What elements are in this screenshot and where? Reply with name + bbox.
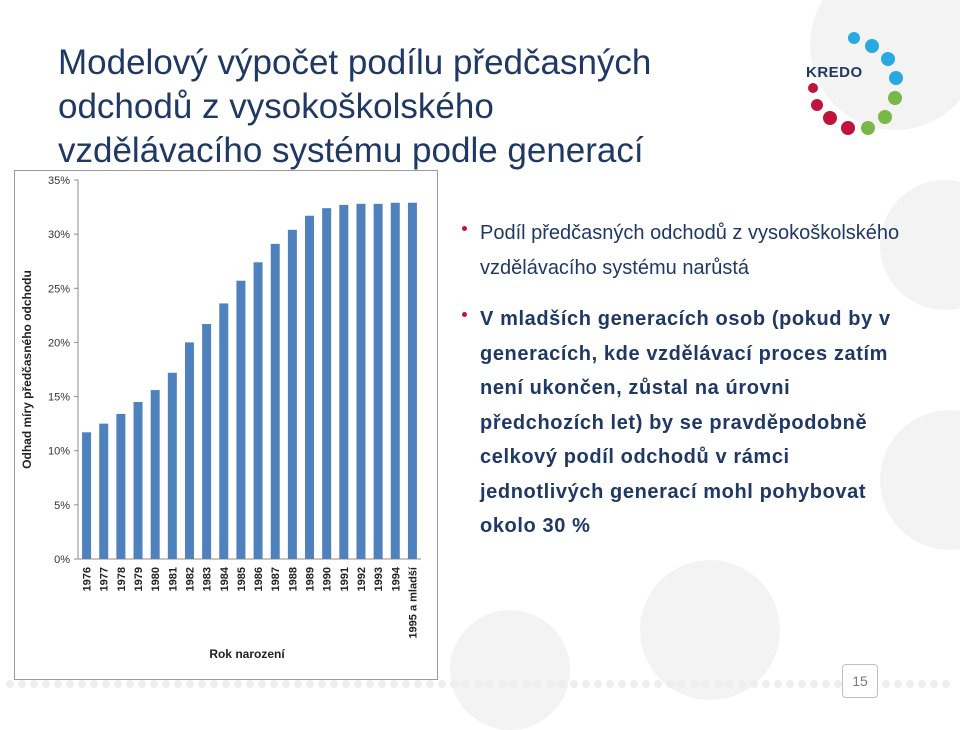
- x-tick-label: 1986: [253, 567, 266, 592]
- x-tick-label: 1981: [167, 567, 180, 592]
- footer-dot: [186, 680, 194, 688]
- y-tick-label: 10%: [47, 445, 70, 458]
- page-title: [58, 41, 818, 173]
- footer-dot: [258, 680, 266, 688]
- footer-dot: [906, 680, 914, 688]
- bar-1981: [168, 373, 177, 559]
- kredo-logo: [790, 28, 920, 138]
- footer-dot: [318, 680, 326, 688]
- title-line: vzdělávacího systému podle generací: [58, 131, 644, 171]
- footer-dot: [150, 680, 158, 688]
- bar-1984: [219, 303, 228, 559]
- footer-dot: [462, 680, 470, 688]
- footer-dot: [738, 680, 746, 688]
- bullet-item: V mladších generacích osob (pokud by v generacích, kde vzdělávací proces zatím není ukončen, zůstal na úrovni předchozích let) by se pravděpodobně celkový podíl odchodů v rámci jednotlivých generací mohl pohybovat okolo 30 %: [462, 302, 912, 544]
- footer-dot: [198, 680, 206, 688]
- decor-circle: [450, 610, 570, 730]
- footer-dot-line: [0, 676, 960, 696]
- title-line: Modelový výpočet podílu předčasných: [58, 43, 652, 83]
- bar-1988: [288, 230, 297, 559]
- bar-chart: [14, 170, 438, 680]
- footer-dot: [882, 680, 890, 688]
- bar-1990: [322, 208, 331, 559]
- logo-dot: [889, 71, 903, 85]
- footer-dot: [378, 680, 386, 688]
- footer-dot: [162, 680, 170, 688]
- footer-dot: [438, 680, 446, 688]
- bar-1982: [185, 342, 194, 559]
- footer-dot: [54, 680, 62, 688]
- x-tick-label: 1980: [150, 567, 163, 592]
- x-tick-label: 1983: [201, 567, 214, 592]
- x-tick-label: 1995 a mladší: [407, 567, 420, 639]
- footer-dot: [930, 680, 938, 688]
- footer-dot: [474, 680, 482, 688]
- logo-dot: [848, 32, 860, 44]
- logo-dot: [841, 121, 855, 135]
- footer-dot: [810, 680, 818, 688]
- footer-dot: [582, 680, 590, 688]
- bar-1985: [236, 281, 245, 559]
- logo-dot: [811, 99, 823, 111]
- x-tick-label: 1976: [81, 567, 94, 592]
- footer-dot: [222, 680, 230, 688]
- footer-dot: [498, 680, 506, 688]
- footer-dot: [306, 680, 314, 688]
- footer-dot: [210, 680, 218, 688]
- x-tick-label: 1984: [218, 567, 231, 592]
- footer-dot: [942, 680, 950, 688]
- title-line: odchodů z vysokoškolského: [58, 87, 494, 127]
- footer-dot: [690, 680, 698, 688]
- bar-1976: [82, 432, 91, 559]
- footer-dot: [630, 680, 638, 688]
- bar-1980: [151, 390, 160, 559]
- y-tick-label: 15%: [47, 391, 70, 404]
- bar-1987: [271, 244, 280, 559]
- logo-dot: [888, 91, 902, 105]
- bar-1989: [305, 216, 314, 559]
- bullet-item: Podíl předčasných odchodů z vysokoškolského vzdělávacího systému narůstá: [462, 216, 912, 286]
- footer-dot: [246, 680, 254, 688]
- bar-1977: [99, 424, 108, 559]
- bar-1994: [391, 203, 400, 559]
- footer-dot: [798, 680, 806, 688]
- footer-dot: [342, 680, 350, 688]
- footer-dot: [834, 680, 842, 688]
- bar-1983: [202, 324, 211, 559]
- footer-dot: [774, 680, 782, 688]
- footer-dot: [6, 680, 14, 688]
- logo-dot: [823, 111, 837, 125]
- footer-dot: [726, 680, 734, 688]
- x-tick-label: 1987: [270, 567, 283, 592]
- footer-dot: [18, 680, 26, 688]
- footer-dot: [546, 680, 554, 688]
- footer-dot: [654, 680, 662, 688]
- footer-dot: [414, 680, 422, 688]
- y-axis-title: Odhad míry předčasného odchodu: [20, 270, 34, 469]
- footer-dot: [294, 680, 302, 688]
- footer-dot: [822, 680, 830, 688]
- bar-1978: [116, 414, 125, 559]
- y-tick-label: 0%: [54, 554, 70, 566]
- footer-dot: [702, 680, 710, 688]
- logo-dot: [861, 121, 875, 135]
- x-axis-title: Rok narození: [209, 647, 285, 661]
- footer-dot: [570, 680, 578, 688]
- x-tick-label: 1994: [390, 567, 403, 592]
- footer-dot: [78, 680, 86, 688]
- footer-dot: [354, 680, 362, 688]
- bar-1992: [356, 204, 365, 559]
- x-tick-label: 1992: [355, 567, 368, 592]
- logo-dot: [865, 39, 879, 53]
- x-tick-label: 1977: [98, 567, 111, 592]
- x-tick-label: 1985: [235, 567, 248, 592]
- bar-1993: [374, 204, 383, 559]
- y-tick-label: 20%: [47, 337, 70, 350]
- chart-canvas: [15, 171, 437, 679]
- footer-dot: [666, 680, 674, 688]
- footer-dot: [642, 680, 650, 688]
- bar-1995-a-mladší: [408, 203, 417, 559]
- footer-dot: [678, 680, 686, 688]
- footer-dot: [270, 680, 278, 688]
- page-number: 15: [842, 664, 878, 698]
- y-tick-label: 35%: [47, 175, 70, 187]
- logo-dot: [878, 110, 892, 124]
- footer-dot: [282, 680, 290, 688]
- footer-dot: [426, 680, 434, 688]
- footer-dot: [894, 680, 902, 688]
- bullet-list: [462, 216, 912, 560]
- footer-dot: [510, 680, 518, 688]
- footer-dot: [486, 680, 494, 688]
- footer-dot: [918, 680, 926, 688]
- x-tick-label: 1988: [287, 567, 300, 592]
- x-tick-label: 1990: [321, 567, 334, 592]
- x-tick-label: 1979: [133, 567, 146, 592]
- footer-dot: [366, 680, 374, 688]
- bar-1986: [254, 262, 263, 559]
- y-tick-label: 30%: [47, 229, 70, 242]
- footer-dot: [534, 680, 542, 688]
- footer-dot: [606, 680, 614, 688]
- y-tick-label: 5%: [54, 499, 70, 512]
- footer-dot: [786, 680, 794, 688]
- footer-dot: [522, 680, 530, 688]
- footer-dot: [90, 680, 98, 688]
- footer-dot: [330, 680, 338, 688]
- footer-dot: [714, 680, 722, 688]
- footer-dot: [30, 680, 38, 688]
- footer-dot: [402, 680, 410, 688]
- x-tick-label: 1991: [338, 567, 351, 592]
- x-tick-label: 1993: [373, 567, 386, 592]
- footer-dot: [558, 680, 566, 688]
- footer-dot: [594, 680, 602, 688]
- footer-dot: [138, 680, 146, 688]
- footer-dot: [390, 680, 398, 688]
- x-tick-label: 1978: [115, 567, 128, 592]
- footer-dot: [750, 680, 758, 688]
- footer-dot: [42, 680, 50, 688]
- logo-dot: [881, 52, 895, 66]
- footer-dot: [102, 680, 110, 688]
- footer-dot: [174, 680, 182, 688]
- bar-1979: [134, 402, 143, 559]
- footer-dot: [618, 680, 626, 688]
- footer-dot: [234, 680, 242, 688]
- footer-dot: [114, 680, 122, 688]
- y-tick-label: 25%: [47, 283, 70, 296]
- x-tick-label: 1982: [184, 567, 197, 592]
- bar-1991: [339, 205, 348, 559]
- footer-dot: [126, 680, 134, 688]
- footer-dot: [450, 680, 458, 688]
- footer-dot: [762, 680, 770, 688]
- logo-dot: [808, 83, 818, 93]
- logo-text: KREDO: [806, 64, 863, 81]
- x-tick-label: 1989: [304, 567, 317, 592]
- footer-dot: [66, 680, 74, 688]
